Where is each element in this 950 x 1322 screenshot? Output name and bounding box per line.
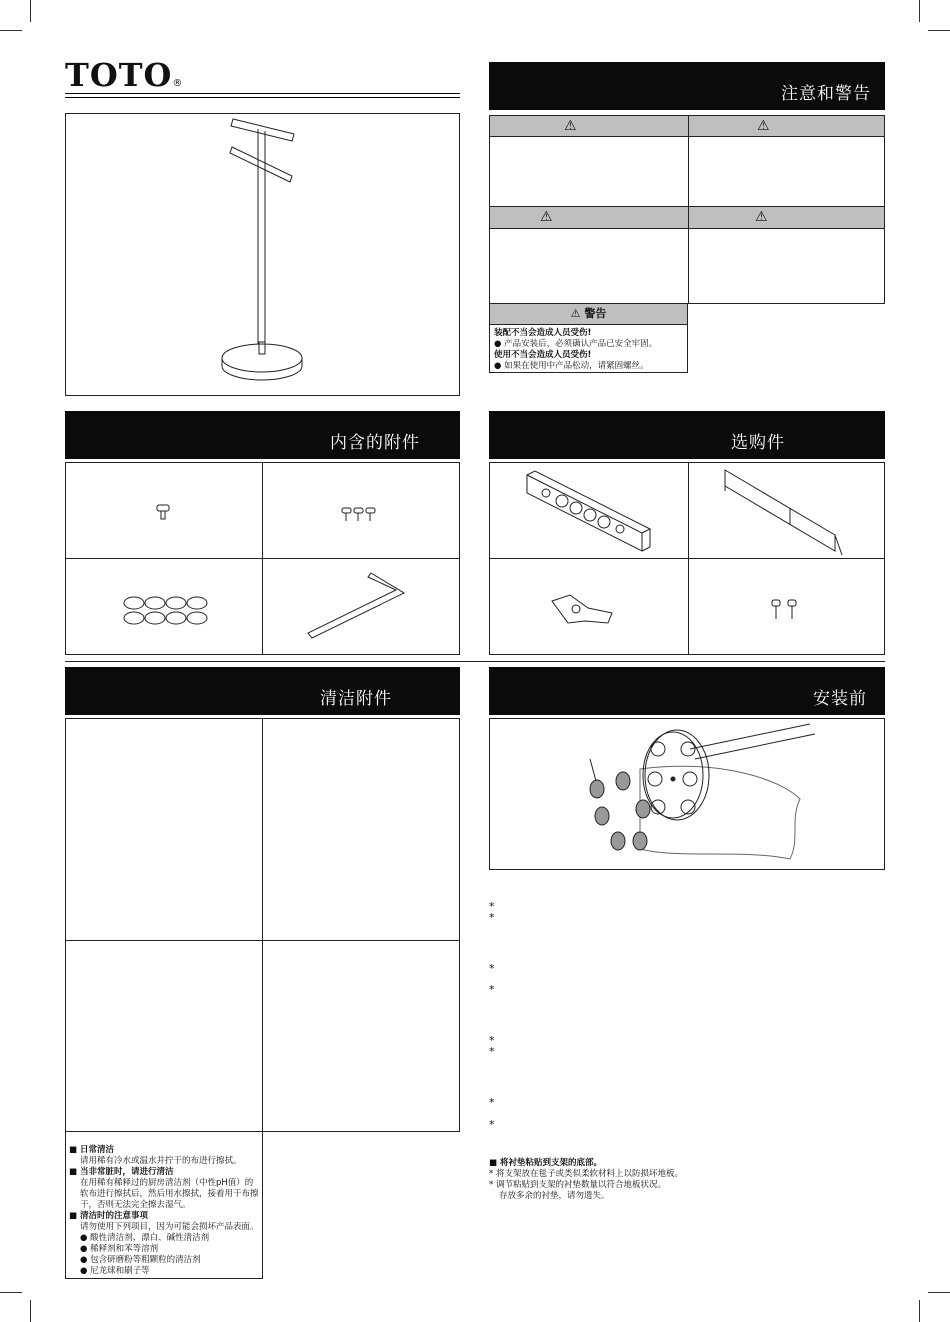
registered-mark: ® xyxy=(172,78,183,89)
warning-detail-text xyxy=(494,328,684,372)
install-note-item: * 将支架放在毯子或类似柔软材料上以防损坏地板。 xyxy=(489,1169,683,1179)
asterisk-marker: * xyxy=(489,962,495,975)
warnings-title: 注意和警告 xyxy=(781,84,871,104)
towel-stand-illustration xyxy=(66,114,461,397)
install-notes-title: ■ 将衬垫粘贴到支架的底部。 xyxy=(489,1158,603,1168)
asterisk-marker: * xyxy=(489,1034,495,1047)
install-note-item: 存放多余的衬垫，请勿遗失。 xyxy=(499,1191,610,1201)
caution-text: 请勿使用下列项目，因为可能会损坏产品表面。 xyxy=(80,1222,259,1232)
before-install-header xyxy=(489,667,885,715)
warning-triangle-icon: ⚠ xyxy=(757,118,770,134)
optional-parts-illustrations xyxy=(490,463,884,654)
included-header xyxy=(65,411,460,459)
base-pad-illustration xyxy=(490,719,884,869)
caution-item: ● 尼龙球和刷子等 xyxy=(80,1266,150,1276)
warning-triangle-icon: ⚠ xyxy=(540,209,553,225)
warning-bullet-2: ● 如果在使用中产品松动，请紧固螺丝。 xyxy=(494,361,649,371)
warning-triangle-icon: ⚠ xyxy=(564,118,577,134)
caution-item: ● 酸性清洁剂、漂白、碱性清洁剂 xyxy=(80,1233,210,1243)
product-figure xyxy=(65,113,460,396)
warning-icon: ⚠ xyxy=(570,307,581,320)
asterisk-marker: * xyxy=(489,1096,495,1109)
warnings-header xyxy=(489,62,885,110)
optional-header xyxy=(489,411,885,459)
warning-triangle-icon: ⚠ xyxy=(755,209,768,225)
asterisk-marker: * xyxy=(489,1118,495,1131)
asterisk-marker: * xyxy=(489,983,495,996)
warning-detail-header xyxy=(490,304,687,325)
caution-item: ● 稀释剂和苯等溶剂 xyxy=(80,1244,159,1254)
asterisk-marker: * xyxy=(489,911,495,924)
install-notes xyxy=(489,1158,885,1202)
asterisk-marker: * xyxy=(489,900,495,913)
optional-title: 选购件 xyxy=(731,433,785,453)
cleaning-notes xyxy=(69,1145,259,1277)
install-note-item: * 调节粘贴到支架的衬垫数量以符合地板状况。 xyxy=(489,1180,666,1190)
warning-bullet-1: ● 产品安装后，必须确认产品已安全牢固。 xyxy=(494,339,658,349)
cleaning-title: 清洁附件 xyxy=(320,689,392,709)
warning-heading-2: 使用不当会造成人员受伤! xyxy=(494,350,592,360)
install-figure xyxy=(489,718,885,870)
included-title: 内含的附件 xyxy=(330,433,420,453)
warning-heading-1: 装配不当会造成人员受伤! xyxy=(494,328,592,338)
cleaning-header xyxy=(65,667,460,715)
dirty-cleaning-text: 在用稀有稀释过的厨房清洁剂（中性pH值）的软布进行擦拭后，然后用水擦拭，接着用干布擦干，否则无法完全擦去湿气。 xyxy=(80,1178,259,1210)
caution-title: ■ 清洁时的注意事项 xyxy=(69,1211,149,1221)
asterisk-marker: * xyxy=(489,1045,495,1058)
daily-cleaning-text: 请用稀有冷水或温水并拧干的布进行擦拭。 xyxy=(80,1156,242,1166)
logo-text: TOTO xyxy=(65,56,173,94)
daily-cleaning-title: ■ 日常清洁 xyxy=(69,1145,115,1155)
header-rule xyxy=(65,93,460,98)
dirty-cleaning-title: ■ 当非常脏时，请进行清洁 xyxy=(69,1167,174,1177)
section-divider xyxy=(65,661,885,662)
before-install-title: 安装前 xyxy=(813,689,867,709)
caution-item: ● 包含研磨粉等粗颗粒的清洁剂 xyxy=(80,1255,201,1265)
warning-label: 警告 xyxy=(584,307,607,320)
brand-logo xyxy=(65,56,182,94)
included-parts-illustrations xyxy=(66,463,459,654)
